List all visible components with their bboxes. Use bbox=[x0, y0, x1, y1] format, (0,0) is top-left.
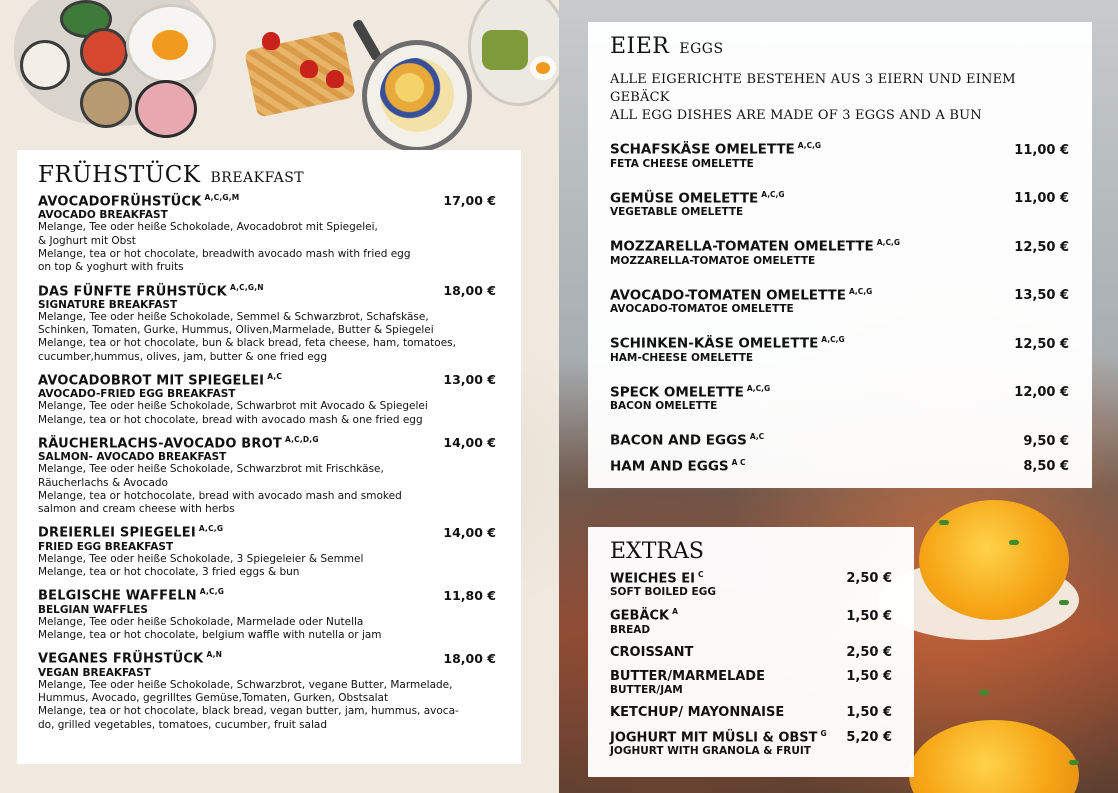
breakfast-item-name-text: BELGISCHE WAFFELN bbox=[38, 588, 197, 604]
breakfast-item bbox=[38, 283, 499, 365]
egg-dish-name-en: BACON OMELETTE bbox=[610, 400, 718, 412]
egg-dish-item bbox=[610, 458, 1070, 475]
breakfast-item-description-de: Melange, Tee oder heiße Schokolade, Marmelade oder Nutella bbox=[38, 615, 364, 628]
breakfast-item-name-en: AVOCADO-FRIED EGG BREAKFAST bbox=[38, 388, 236, 401]
breakfast-item bbox=[38, 193, 499, 275]
egg-dish-name-en: HAM-CHEESE OMELETTE bbox=[610, 351, 754, 364]
strawberry-image bbox=[300, 60, 318, 78]
herb-garnish bbox=[939, 520, 949, 525]
egg-dish-name-text: AVOCADO-TOMATEN OMELETTE bbox=[610, 287, 846, 303]
breakfast-item-price: 17,00 € bbox=[443, 193, 496, 209]
extra-item-price: 1,50 € bbox=[846, 668, 892, 684]
extra-item-name-text: KETCHUP/ MAYONNAISE bbox=[610, 704, 785, 720]
strawberry-image bbox=[326, 70, 344, 88]
extra-item-header bbox=[610, 669, 892, 684]
egg-dish-name-text: GEMÜSE OMELETTE bbox=[610, 190, 759, 206]
egg-yolk-background bbox=[919, 500, 1069, 620]
breakfast-item-description-de: Melange, Tee oder heiße Schokolade, Schwarbrot mit Avocado & Spiegelei bbox=[38, 400, 428, 413]
extra-item bbox=[610, 607, 892, 635]
extra-item-header bbox=[610, 570, 892, 586]
egg-dish-item bbox=[610, 238, 1070, 267]
extra-item-name-en: BUTTER/JAM bbox=[610, 683, 683, 696]
breakfast-item-name-en: SALMON- AVOCADO BREAKFAST bbox=[38, 451, 227, 464]
breakfast-item bbox=[38, 524, 499, 579]
breakfast-item-description-en: Melange, tea or hotchocolate, bread with avocado mash and smoked salmon and cream cheese with herbs bbox=[38, 489, 402, 516]
egg-dish-price: 11,00 € bbox=[1014, 142, 1069, 158]
egg-dish-name bbox=[610, 238, 900, 255]
egg-dish-item bbox=[610, 141, 1070, 170]
extra-item-name bbox=[610, 570, 703, 586]
egg-dish-name bbox=[610, 190, 785, 207]
egg-dish-item bbox=[610, 287, 1070, 316]
extra-item-price: 2,50 € bbox=[846, 644, 892, 660]
extras-menu-card bbox=[588, 527, 914, 777]
extra-item-name bbox=[610, 729, 827, 745]
breakfast-heading bbox=[38, 162, 499, 188]
breakfast-item-description-en: Melange, tea or hot chocolate, black bread, vegan butter, jam, hummus, avoca- do, grilled vegetables, tomatoes, cucumber, fruit salad bbox=[38, 705, 459, 731]
egg-dish-name-text: SCHINKEN-KÄSE OMELETTE bbox=[610, 335, 819, 352]
extra-item-name-text: WEICHES EI bbox=[610, 571, 695, 587]
eggs-list bbox=[610, 141, 1070, 474]
egg-dish-price: 13,50 € bbox=[1014, 288, 1069, 303]
breakfast-item-name bbox=[38, 193, 239, 209]
allergen-codes: A,C,G bbox=[746, 383, 771, 393]
avocado-toast-image bbox=[482, 30, 528, 70]
egg-yolk-background bbox=[909, 720, 1079, 793]
egg-dish-price: 8,50 € bbox=[1023, 459, 1069, 474]
breakfast-list bbox=[38, 193, 499, 732]
allergen-codes: A,C,G bbox=[848, 286, 873, 296]
breakfast-item-name-en: FRIED EGG BREAKFAST bbox=[38, 540, 174, 553]
breakfast-item-description-de: Melange, Tee oder heiße Schokolade, 3 Spiegeleier & Semmel bbox=[38, 552, 364, 565]
eggs-heading bbox=[610, 34, 1070, 59]
breakfast-item-name-text: AVOCADOBROT MIT SPIEGELEI bbox=[38, 373, 265, 389]
strawberry-image bbox=[262, 32, 280, 50]
breakfast-item-name bbox=[38, 650, 222, 666]
breakfast-item-description-en: Melange, tea or hot chocolate, 3 fried eggs & bun bbox=[38, 566, 300, 579]
egg-dish-price: 12,50 € bbox=[1014, 239, 1069, 255]
egg-dish-name-text: SPECK OMELETTE bbox=[610, 384, 744, 400]
breakfast-item-name-text: DAS FÜNFTE FRÜHSTÜCK bbox=[38, 283, 227, 299]
eggs-intro-en: ALL EGG DISHES ARE MADE OF 3 EGGS AND A BUN bbox=[610, 108, 982, 123]
breakfast-item-name-text: RÄUCHERLACHS-AVOCADO BROT bbox=[38, 436, 282, 452]
extra-item-header bbox=[610, 705, 892, 720]
eggs-page bbox=[559, 0, 1118, 793]
breakfast-item-description-en: Melange, tea or hot chocolate, bread with avocado mash & one fried egg bbox=[38, 413, 423, 426]
breakfast-item-name-en: VEGAN BREAKFAST bbox=[38, 666, 151, 679]
eggs-intro-de: ALLE EIGERICHTE BESTEHEN AUS 3 EIERN UND EINEM GEBÄCK bbox=[610, 72, 1016, 105]
egg-dish-item bbox=[610, 190, 1070, 219]
extra-item bbox=[610, 705, 892, 720]
extra-item-name-text: CROISSANT bbox=[610, 644, 694, 660]
egg-dish-item bbox=[610, 432, 1070, 449]
fruit-salad-image bbox=[380, 58, 454, 132]
breakfast-item-name-text: VEGANES FRÜHSTÜCK bbox=[38, 651, 204, 667]
breakfast-item-description-en: Melange, tea or hot chocolate, belgium waffle with nutella or jam bbox=[38, 629, 382, 642]
breakfast-menu-card bbox=[17, 150, 521, 764]
breakfast-item-header bbox=[38, 193, 496, 209]
extra-item-price: 2,50 € bbox=[846, 571, 892, 587]
allergen-codes: A,C,G bbox=[198, 524, 224, 534]
allergen-codes: A,C,G bbox=[797, 141, 822, 150]
fried-egg-yolk-image bbox=[152, 30, 188, 60]
eggs-title: EIER bbox=[610, 34, 670, 59]
egg-dish-header bbox=[610, 287, 1069, 304]
eggs-intro bbox=[610, 71, 1070, 125]
egg-dish-name-en: FETA CHEESE OMELETTE bbox=[610, 157, 754, 170]
allergen-codes: A,C,G bbox=[761, 189, 785, 199]
breakfast-item-name bbox=[38, 372, 282, 388]
breakfast-title: FRÜHSTÜCK bbox=[38, 162, 201, 188]
breakfast-item-description-de: Melange, Tee oder heiße Schokolade, Avocadobrot mit Spiegelei, & Joghurt mit Obst bbox=[38, 221, 378, 247]
allergen-codes: C bbox=[697, 570, 704, 579]
extra-item-name-text: BUTTER/MARMELADE bbox=[610, 668, 765, 684]
herb-garnish bbox=[1069, 760, 1079, 765]
breakfast-item-header bbox=[38, 435, 496, 451]
breakfast-item bbox=[38, 587, 499, 642]
breakfast-item-price: 14,00 € bbox=[443, 524, 496, 540]
allergen-codes: A C bbox=[731, 457, 746, 467]
egg-dish-header bbox=[610, 190, 1069, 207]
breakfast-item-price: 14,00 € bbox=[443, 435, 496, 451]
avocado-egg-image bbox=[530, 56, 556, 80]
breakfast-item-description-de: Melange, Tee oder heiße Schokolade, Schwarzbrot, vegane Butter, Marmelade, Hummus, Avocado, gegrilltes Gemüse,Tomaten, Gurken, Obstsalat bbox=[38, 678, 453, 704]
extra-item-name-en: JOGHURT WITH GRANOLA & FRUIT bbox=[610, 744, 811, 757]
herb-garnish bbox=[979, 690, 989, 695]
breakfast-item-price: 13,00 € bbox=[443, 372, 496, 388]
extra-item-header bbox=[610, 729, 892, 745]
egg-dish-name bbox=[610, 384, 770, 401]
allergen-codes: A,C bbox=[749, 432, 765, 441]
egg-dish-header bbox=[610, 432, 1069, 449]
egg-dish-name bbox=[610, 458, 746, 475]
egg-dish-name-en: VEGETABLE OMELETTE bbox=[610, 206, 744, 218]
eggs-menu-card bbox=[588, 22, 1092, 488]
allergen-codes: A,C,G,N bbox=[229, 282, 264, 292]
egg-dish-item bbox=[610, 335, 1070, 364]
egg-dish-name-text: SCHAFSKÄSE OMELETTE bbox=[610, 141, 795, 158]
extra-item bbox=[610, 669, 892, 696]
feta-bowl-image bbox=[20, 40, 70, 90]
allergen-codes: A,N bbox=[206, 650, 223, 660]
breakfast-item-description-en: Melange, tea or hot chocolate, breadwith avocado mash with fried egg on top & yoghurt with fruits bbox=[38, 247, 411, 274]
egg-dish-name-en: AVOCADO-TOMATOE OMELETTE bbox=[610, 303, 794, 315]
egg-dish-header bbox=[610, 238, 1069, 255]
breakfast-item-header bbox=[38, 524, 496, 540]
extra-item-name-text: GEBÄCK bbox=[610, 608, 670, 624]
egg-dish-name-text: MOZZARELLA-TOMATEN OMELETTE bbox=[610, 238, 874, 255]
breakfast-item-name bbox=[38, 435, 319, 451]
egg-dish-price: 12,50 € bbox=[1014, 336, 1069, 352]
extra-item-header bbox=[610, 645, 892, 660]
allergen-codes: A,C bbox=[267, 372, 283, 382]
extra-item-name-en: BREAD bbox=[610, 623, 651, 636]
extra-item-name-text: JOGHURT MIT MÜSLI & OBST bbox=[610, 729, 818, 745]
breakfast-item-name-en: BELGIAN WAFFLES bbox=[38, 603, 148, 616]
allergen-codes: A,C,G bbox=[199, 587, 225, 597]
breakfast-item-description-en: Melange, tea or hot chocolate, bun & black bread, feta cheese, ham, tomatoes, cucumber,hummus, olives, jam, butter & one fried egg bbox=[38, 337, 456, 363]
breakfast-item-price: 11,80 € bbox=[443, 587, 496, 603]
extra-item-header bbox=[610, 607, 892, 623]
breakfast-item-header bbox=[38, 283, 496, 299]
extra-item-price: 5,20 € bbox=[846, 729, 892, 745]
allergen-codes: A,C,G bbox=[821, 335, 845, 344]
extra-item-price: 1,50 € bbox=[846, 704, 892, 720]
breakfast-item-price: 18,00 € bbox=[443, 650, 496, 666]
breakfast-item-name-en: AVOCADO BREAKFAST bbox=[38, 209, 168, 222]
extra-item-name bbox=[610, 645, 693, 660]
extra-item-price: 1,50 € bbox=[846, 608, 892, 624]
allergen-codes: A bbox=[672, 607, 678, 617]
extras-list bbox=[610, 570, 892, 757]
breakfast-item bbox=[38, 372, 499, 427]
breakfast-item-header bbox=[38, 650, 496, 666]
breakfast-item-name bbox=[38, 283, 264, 299]
extra-item-name bbox=[610, 669, 765, 684]
allergen-codes: A,C,G,M bbox=[204, 193, 240, 202]
ham-bowl-image bbox=[135, 80, 197, 138]
egg-dish-price: 11,00 € bbox=[1014, 191, 1069, 206]
breakfast-item-name-en: SIGNATURE BREAKFAST bbox=[38, 298, 178, 311]
breakfast-item-description-de: Melange, Tee oder heiße Schokolade, Semmel & Schwarzbrot, Schafskäse, Schinken, Tomaten, Gurke, Hummus, Oliven,Marmelade, Butter & Spiegelei bbox=[38, 310, 434, 337]
breakfast-item-name bbox=[38, 587, 224, 603]
extra-item bbox=[610, 729, 892, 757]
egg-dish-name bbox=[610, 141, 821, 158]
egg-dish-header bbox=[610, 384, 1069, 401]
egg-dish-name bbox=[610, 287, 872, 304]
extra-item bbox=[610, 570, 892, 598]
egg-dish-header bbox=[610, 141, 1069, 158]
egg-dish-item bbox=[610, 384, 1070, 413]
extra-item-name bbox=[610, 607, 678, 623]
breakfast-item bbox=[38, 435, 499, 517]
breakfast-item-name bbox=[38, 524, 223, 540]
extra-item-name bbox=[610, 705, 784, 720]
extra-item-name-en: SOFT BOILED EGG bbox=[610, 586, 716, 599]
egg-dish-price: 12,00 € bbox=[1014, 385, 1069, 400]
extras-title: EXTRAS bbox=[610, 539, 704, 564]
egg-dish-name-en: MOZZARELLA-TOMATOE OMELETTE bbox=[610, 254, 816, 267]
egg-dish-header bbox=[610, 335, 1069, 352]
egg-dish-name bbox=[610, 335, 845, 352]
breakfast-title-en: BREAKFAST bbox=[210, 170, 305, 186]
breakfast-item-price: 18,00 € bbox=[443, 282, 496, 298]
breakfast-item-header bbox=[38, 372, 496, 388]
breakfast-item-description-de: Melange, Tee oder heiße Schokolade, Schwarzbrot mit Frischkäse, Räucherlachs & Avocado bbox=[38, 463, 384, 489]
egg-dish-price: 9,50 € bbox=[1023, 433, 1069, 449]
breakfast-item-name-text: AVOCADOFRÜHSTÜCK bbox=[38, 194, 202, 210]
herb-garnish bbox=[1059, 600, 1069, 605]
egg-dish-header bbox=[610, 458, 1069, 475]
tomato-bowl-image bbox=[80, 28, 128, 76]
breakfast-item bbox=[38, 650, 499, 732]
eggs-title-en: EGGS bbox=[679, 41, 724, 57]
breakfast-item-header bbox=[38, 587, 496, 603]
food-photo-strip bbox=[0, 0, 559, 150]
breakfast-item-name-text: DREIERLEI SPIEGELEI bbox=[38, 525, 196, 541]
allergen-codes: G bbox=[820, 728, 827, 738]
egg-dish-name-text: BACON AND EGGS bbox=[610, 432, 747, 449]
allergen-codes: A,C,D,G bbox=[284, 434, 319, 444]
egg-dish-name-text: HAM AND EGGS bbox=[610, 458, 729, 474]
hummus-bowl-image bbox=[80, 78, 132, 128]
allergen-codes: A,C,G bbox=[876, 238, 900, 247]
herb-garnish bbox=[1009, 540, 1019, 545]
egg-dish-name bbox=[610, 432, 764, 449]
extra-item bbox=[610, 645, 892, 660]
